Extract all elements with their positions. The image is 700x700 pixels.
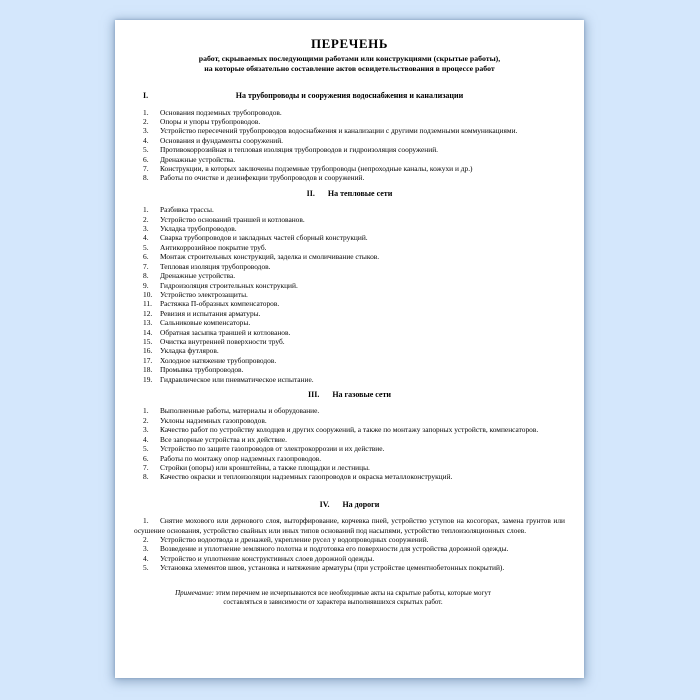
item-text: Гидравлическое или пневматическое испытание. xyxy=(160,374,314,384)
item-number: 6. xyxy=(143,252,149,262)
list-item xyxy=(134,136,565,145)
list-item xyxy=(134,309,565,318)
list-item xyxy=(134,233,565,242)
list-item xyxy=(134,215,565,224)
section-heading xyxy=(134,91,565,100)
list-item xyxy=(134,454,565,463)
item-number: 2. xyxy=(143,116,149,126)
item-number: 14. xyxy=(143,327,153,337)
section-i xyxy=(134,91,565,183)
list-item xyxy=(134,544,565,553)
list-item xyxy=(134,290,565,299)
item-text: Укладка трубопроводов. xyxy=(160,224,237,234)
list-item xyxy=(134,444,565,453)
item-text: Снятие мохового или дернового слоя, выторфирование, корчевка пней, устройство уступов на косогорах, замена грунтов или осушение основания, устройство свайных или иных типов оснований под насыпями, устройство теплоизоляционных слоев. xyxy=(134,516,565,535)
item-text: Холодное натяжение трубопроводов. xyxy=(160,355,277,365)
item-text: Устройство и уплотнение конструктивных слоев дорожной одежды. xyxy=(160,553,375,563)
item-text: Разбивка трассы. xyxy=(160,205,214,215)
item-text: Противокоррозийная и тепловая изоляция трубопроводов и гидроизоляция сооружений. xyxy=(160,145,439,155)
item-number: 9. xyxy=(143,280,149,290)
item-text: Устройство оснований траншей и котлованов. xyxy=(160,214,305,224)
section-numeral: II. xyxy=(306,188,315,198)
item-text: Сальниковые компенсаторы. xyxy=(160,318,251,328)
item-number: 1. xyxy=(143,516,149,526)
item-number: 5. xyxy=(143,145,149,155)
document-content xyxy=(134,20,565,608)
item-number: 7. xyxy=(143,163,149,173)
item-number: 11. xyxy=(143,299,152,309)
item-number: 5. xyxy=(143,242,149,252)
item-text: Устройство водоотвода и дренажей, укрепление русел у водопроводных сооружений. xyxy=(160,535,429,545)
section-title: На газовые сети xyxy=(332,389,392,399)
section-heading xyxy=(134,189,565,198)
item-text: Возведение и уплотнение земляного полотна и подготовка его поверхности для устройства дорожной одежды. xyxy=(160,544,509,554)
list-item xyxy=(134,262,565,271)
list-item xyxy=(134,516,565,535)
item-number: 3. xyxy=(143,544,149,554)
footnote xyxy=(163,589,503,608)
section-numeral: III. xyxy=(307,389,320,399)
item-number: 12. xyxy=(143,308,153,318)
item-text: Устройство электрозащиты. xyxy=(160,289,248,299)
item-text: Антикоррозийное покрытие труб. xyxy=(160,242,267,252)
section-heading xyxy=(134,390,565,399)
item-text: Монтаж строительных конструкций, заделка и смоличивание стыков. xyxy=(160,252,380,262)
section-iii xyxy=(134,390,565,482)
section-title: На дороги xyxy=(342,499,380,509)
item-text: Растяжка П-образных компенсаторов. xyxy=(160,299,280,309)
document-page xyxy=(115,20,584,678)
item-number: 4. xyxy=(143,135,149,145)
item-number: 7. xyxy=(143,261,149,271)
item-number: 5. xyxy=(143,444,149,454)
item-text: Ревизия и испытания арматуры. xyxy=(160,308,261,318)
item-number: 7. xyxy=(143,462,149,472)
list-item xyxy=(134,126,565,135)
item-number: 1. xyxy=(143,107,149,117)
section-items xyxy=(134,205,565,384)
document-subtitle-line-1: работ, скрываемых последующими работами или конструкциями (скрытые работы), xyxy=(198,54,501,63)
item-text: Устройство пересечений трубопроводов водоснабжения и канализации с другими подземными коммуникациями. xyxy=(160,126,518,136)
list-item xyxy=(134,117,565,126)
list-item xyxy=(134,563,565,572)
item-text: Установка элементов швов, установка и натяжение арматуры (при устройстве цементнобетонных покрытий). xyxy=(160,563,505,573)
item-text: Очистка внутренней поверхности труб. xyxy=(160,336,285,346)
item-text: Промывка трубопроводов. xyxy=(160,365,244,375)
item-text: Дренажные устройства. xyxy=(160,271,236,281)
item-number: 5. xyxy=(143,563,149,573)
list-item xyxy=(134,472,565,481)
list-item xyxy=(134,375,565,384)
list-item xyxy=(134,224,565,233)
item-text: Дренажные устройства. xyxy=(160,154,236,164)
list-item xyxy=(134,425,565,434)
item-text: Уклоны надземных газопроводов. xyxy=(160,415,267,425)
item-number: 16. xyxy=(143,346,153,356)
list-item xyxy=(134,346,565,355)
section-title: На тепловые сети xyxy=(327,188,393,198)
section-numeral: IV. xyxy=(319,499,330,509)
item-text: Основания и фундаменты сооружений. xyxy=(160,135,284,145)
item-text: Сварка трубопроводов и закладных частей сборный конструкций. xyxy=(160,233,368,243)
list-item xyxy=(134,435,565,444)
item-number: 4. xyxy=(143,553,149,563)
item-text: Все запорные устройства и их действие. xyxy=(160,434,287,444)
item-text: Опоры и упоры трубопроводов. xyxy=(160,116,261,126)
item-number: 2. xyxy=(143,535,149,545)
item-number: 19. xyxy=(143,374,153,384)
list-item xyxy=(134,328,565,337)
item-text: Качество окраски и теплоизоляции надземных газопроводов и окраска металлоконструкций. xyxy=(160,472,453,482)
item-number: 6. xyxy=(143,453,149,463)
item-number: 8. xyxy=(143,173,149,183)
list-item xyxy=(134,281,565,290)
list-item xyxy=(134,365,565,374)
section-items xyxy=(134,406,565,481)
list-item xyxy=(134,554,565,563)
document-title: ПЕРЕЧЕНЬ xyxy=(310,36,389,51)
section-title: На трубопроводы и сооружения водоснабжения и канализации xyxy=(235,91,464,100)
item-number: 6. xyxy=(143,154,149,164)
sections-container xyxy=(134,91,565,573)
item-text: Работы по монтажу опор надземных газопроводов. xyxy=(160,453,322,463)
item-number: 2. xyxy=(143,214,149,224)
list-item xyxy=(134,299,565,308)
list-item xyxy=(134,164,565,173)
item-text: Обратная засыпка траншей и котлованов. xyxy=(160,327,291,337)
list-item xyxy=(134,318,565,327)
list-item xyxy=(134,271,565,280)
section-ii xyxy=(134,189,565,384)
section-numeral: I. xyxy=(143,91,149,100)
item-number: 3. xyxy=(143,126,149,136)
item-number: 4. xyxy=(143,233,149,243)
list-item xyxy=(134,173,565,182)
list-item xyxy=(134,356,565,365)
footnote-text: этим перечнем не исчерпываются все необходимые акты на скрытые работы, которые могут составляться в зависимости от характера выполнявшихся скрытых работ. xyxy=(215,588,491,607)
section-items xyxy=(134,516,565,572)
list-item xyxy=(134,252,565,261)
item-text: Стройки (опоры) или кронштейны, а также площадки и лестницы. xyxy=(160,462,370,472)
section-items xyxy=(134,108,565,183)
item-number: 13. xyxy=(143,318,153,328)
document-subtitle xyxy=(134,54,565,74)
item-text: Основания подземных трубопроводов. xyxy=(160,107,282,117)
item-text: Выполненные работы, материалы и оборудование. xyxy=(160,406,320,416)
list-item xyxy=(134,535,565,544)
section-heading xyxy=(134,500,565,509)
item-text: Тепловая изоляция трубопроводов. xyxy=(160,261,271,271)
footnote-label: Примечание: xyxy=(175,588,214,597)
item-number: 2. xyxy=(143,415,149,425)
item-text: Конструкции, в которых заключены подземные трубопроводы (непроходные каналы, кожухи и др.) xyxy=(160,163,473,173)
item-number: 3. xyxy=(143,224,149,234)
item-text: Устройство по защите газопроводов от электрокоррозии и их действие. xyxy=(160,444,385,454)
item-number: 18. xyxy=(143,365,153,375)
item-number: 15. xyxy=(143,336,153,346)
list-item xyxy=(134,205,565,214)
item-text: Укладка футляров. xyxy=(160,346,219,356)
document-subtitle-line-2: на которые обязательно составление актов освидетельствования в процессе работ xyxy=(204,64,495,73)
list-item xyxy=(134,145,565,154)
item-text: Работы по очистке и дезинфекции трубопроводов и сооружений. xyxy=(160,173,365,183)
section-iv xyxy=(134,500,565,573)
item-number: 3. xyxy=(143,425,149,435)
item-text: Гидроизоляция строительных конструкций. xyxy=(160,280,298,290)
list-item xyxy=(134,463,565,472)
item-number: 10. xyxy=(143,289,153,299)
list-item xyxy=(134,416,565,425)
item-number: 4. xyxy=(143,434,149,444)
item-number: 1. xyxy=(143,205,149,215)
item-text: Качество работ по устройству колодцев и других сооружений, а также по монтажу запорных устройств, компенсаторов. xyxy=(160,425,539,435)
list-item xyxy=(134,243,565,252)
item-number: 8. xyxy=(143,472,149,482)
item-number: 1. xyxy=(143,406,149,416)
item-number: 17. xyxy=(143,355,153,365)
item-number: 8. xyxy=(143,271,149,281)
list-item xyxy=(134,406,565,415)
list-item xyxy=(134,108,565,117)
list-item xyxy=(134,337,565,346)
list-item xyxy=(134,155,565,164)
